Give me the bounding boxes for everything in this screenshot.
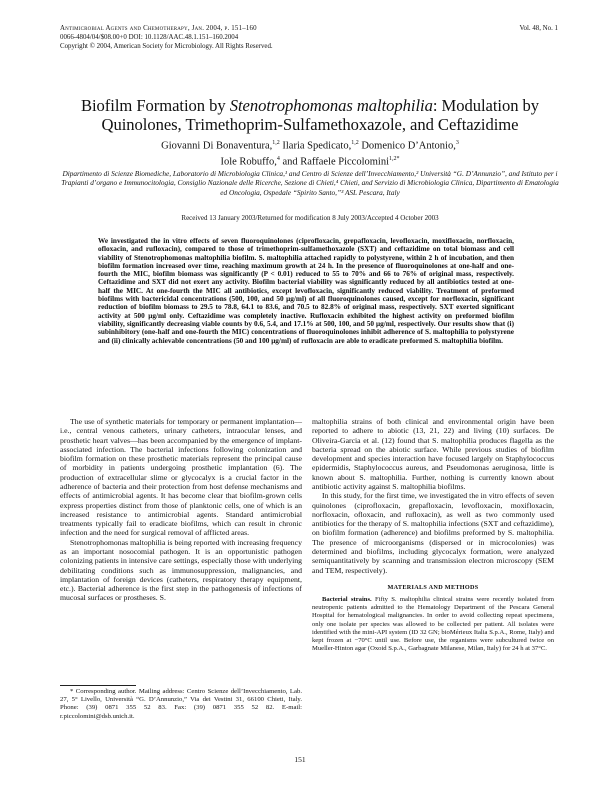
author: Domenico D’Antonio, [358, 140, 456, 152]
body-paragraph: maltophilia strains of both clinical and environmental origin have been reported to adhere to abiotic (13, 21, 22) and living (10) surfaces. De Oliveira-Garcia et al. (12) found that S. maltophilia produces flagella as the bacteria spread on the abiotic surface. While previous studies of biofilm development and species interaction have focused largely on Staphylococcus epidermidis, Staphylococcus aureus, and Pseudomonas aeruginosa, little is known about S. maltophilia. Further, nothing is currently known about antibiotic activity against S. maltophilia biofilms. [312, 417, 554, 491]
body-column-left [60, 417, 302, 603]
journal-header [60, 24, 558, 52]
doi-line: 0066-4804/04/$08.00+0 DOI: 10.1128/AAC.48.1.151–160.2004 [60, 34, 239, 42]
body-paragraph: In this study, for the first time, we investigated the in vitro effects of seven quinolones (ciprofloxacin, grepafloxacin, levofloxacin, moxifloxacin, norfloxacin, ofloxacin, and rufloxacin), as well as two commonly used antibiotics for the therapy of S. maltophilia infections (SXT and ceftazidime), on biofilm formation (adherence) and biofilms preformed by S. maltophilia. The presence of microorganisms (dispersed or in microcolonies) was determined and biofilms, including glycocalyx formation, were analyzed semiquantitatively by scanning and transmission electron microscopy (SEM and TEM, respectively). [312, 491, 554, 575]
article-title [60, 96, 560, 134]
journal-citation: Antimicrobial Agents and Chemotherapy, Jan. 2004, p. 151–160 [60, 25, 257, 32]
author: and Raffaele Piccolomini [279, 156, 390, 167]
body-paragraph: The use of synthetic materials for temporary or permanent implantation—i.e., central venous catheters, urinary catheters, intraocular lenses, and prosthetic heart valves—has been accompanied by the emergence of implant-associated infection. The bacterial infections following colonization and biofilm formation on these prosthetic materials represent the principal cause of morbidity in patients undergoing prosthetic implantation (6). The production of extracellular slime or glycocalyx is a crucial factor in the adherence of bacteria and their protection from host defense mechanisms and effects of antimicrobial agents. It has become clear that biofilm-grown cells express properties distinct from those of planktonic cells, one of which is an increased resistance to antimicrobial agents. Standard antimicrobial treatments typically fail to eradicate biofilms, which can result in chronic infection and the need for surgical removal of afflicted areas. [60, 417, 302, 538]
title-part: : Modulation by [432, 96, 540, 115]
methods-text: Fifty S. maltophilia clinical strains were recently isolated from neutropenic patients admitted to the Hematology Department of the Pescara General Hospital for hematological malignancies. In order to avoid collecting repeat specimens, only one isolate per species was allowed to be collected per patient. All isolates were identified with the mini-API system (ID 32 GN; bioMérieux Italia S.p.A., Rome, Italy) and kept frozen at −70°C until use. Before use, the organisms were subcultured twice on Mueller-Hinton agar (Oxoid S.p.A., Garbagnate Milanese, Milan, Italy) for 24 h at 37°C. [312, 596, 554, 653]
author-list [60, 137, 560, 168]
methods-paragraph [312, 596, 554, 653]
author: Iole Robuffo, [220, 156, 277, 167]
author-affil-mark: 4 [276, 155, 280, 162]
page-number: 151 [294, 755, 306, 764]
author: Ilaria Spedicato, [279, 140, 352, 152]
author-affil-mark: 1,2* [389, 155, 400, 162]
author-affil-mark: 3 [455, 140, 459, 146]
title-organism: Stenotrophomonas maltophilia [229, 96, 433, 115]
title-part: Biofilm Formation by [80, 96, 230, 115]
copyright-line: Copyright © 2004, American Society for Microbiology. All Rights Reserved. [60, 43, 273, 51]
author: Giovanni Di Bonaventura, [161, 140, 273, 152]
body-paragraph: Stenotrophomonas maltophilia is being reported with increasing frequency as an important nosocomial pathogen. It is an opportunistic pathogen colonizing patients in intensive care settings, especially those with underlying debilitating conditions such as immunosuppression, malignancies, and implantation of foreign devices (catheters, respiratory therapy equipment, etc.). Bacterial adherence is the first step in the pathogenesis of infections of mucosal surfaces or prostheses. S. [60, 537, 302, 603]
abstract: We investigated the in vitro effects of seven fluoroquinolones (ciprofloxacin, grepafloxacin, levofloxacin, moxifloxacin, norfloxacin, ofloxacin, and rufloxacin), compared to those of trimethoprim-sulfamethoxazole (SXT) and ceftazidime on total biomass and cell viability of Stenotrophomonas maltophilia biofilm. S. maltophilia attached rapidly to polystyrene, within 2 h of incubation, and then biofilm formation increased over time, reaching maximum growth at 24 h. In the presence of fluoroquinolones at one-half and one-fourth the MIC, biofilm biomass was significantly (P < 0.01) reduced to 55 to 70% and 66 to 76% of original mass, respectively. Ceftazidime and SXT did not exert any activity. Biofilm bacterial viability was significantly reduced by all antibiotics tested at one-half the MIC. At one-fourth the MIC all antibiotics, except levofloxacin, significantly reduced viability. Treatment of preformed biofilms with bactericidal concentrations (500, 100, and 50 μg/ml) of all fluoroquinolones caused, except for norfloxacin, significant reduction of biofilm biomass to 29.5 to 78.8, 64.1 to 83.6, and 70.5 to 82.8% of original mass, respectively. SXT exerted significant activity at 500 μg/ml only. Ceftazidime was completely inactive. Rufloxacin exhibited the highest activity on preformed biofilm viability, significantly decreasing viable counts by 0.6, 5.4, and 17.1% at 500, 100, and 50 μg/ml, respectively. Our results show that (i) subinhibitory (one-half and one-fourth the MIC) concentrations of fluoroquinolones inhibit adherence of S. maltophilia to polystyrene and (ii) clinically achievable concentrations (50 and 100 μg/ml) of rufloxacin are able to eradicate preformed S. maltophilia biofilm. [98, 237, 514, 345]
author-affil-mark: 1,2 [272, 140, 280, 146]
received-dates: Received 13 January 2003/Returned for modification 8 July 2003/Accepted 4 October 2003 [181, 214, 439, 222]
corresponding-author-footnote: * Corresponding author. Mailing address: Centro Scienze dell’Invecchiamento, Lab. 27, 5° Livello, Università “G. D’Annunzio,” Via dei Vestini 31, 66100 Chieti, Italy. Phone: (39) 0871 355 52 83. Fax: (39) 0871 355 52 82. E-mail: r.piccolomini@dsb.unich.it. [60, 688, 302, 720]
footnote-divider [60, 685, 136, 686]
title-line-2: Quinolones, Trimethoprim-Sulfamethoxazole, and Ceftazidime [101, 115, 519, 134]
author-affil-mark: 1,2 [351, 140, 359, 146]
subsection-heading: Bacterial strains. [322, 596, 372, 604]
volume-issue: Vol. 48, No. 1 [519, 25, 558, 32]
section-heading: MATERIALS AND METHODS [387, 583, 479, 591]
body-column-right [312, 417, 554, 653]
affiliations: Dipartimento di Scienze Biomediche, Laboratorio di Microbiologia Clinica,¹ and Centro di Scienze dell’Invecchiamento,² Università “G. D’Annunzio”, and Istituto per i Trapianti d’organo e Immunocitologia, Consiglio Nazionale delle Ricerche, Sezione di Chieti,⁴ Chieti, and Servizio di Microbiologia Clinica, Dipartimento di Ematologia ed Oncologia, Ospedale “Spirito Santo,”³ ASL Pescara, Italy [61, 169, 559, 197]
